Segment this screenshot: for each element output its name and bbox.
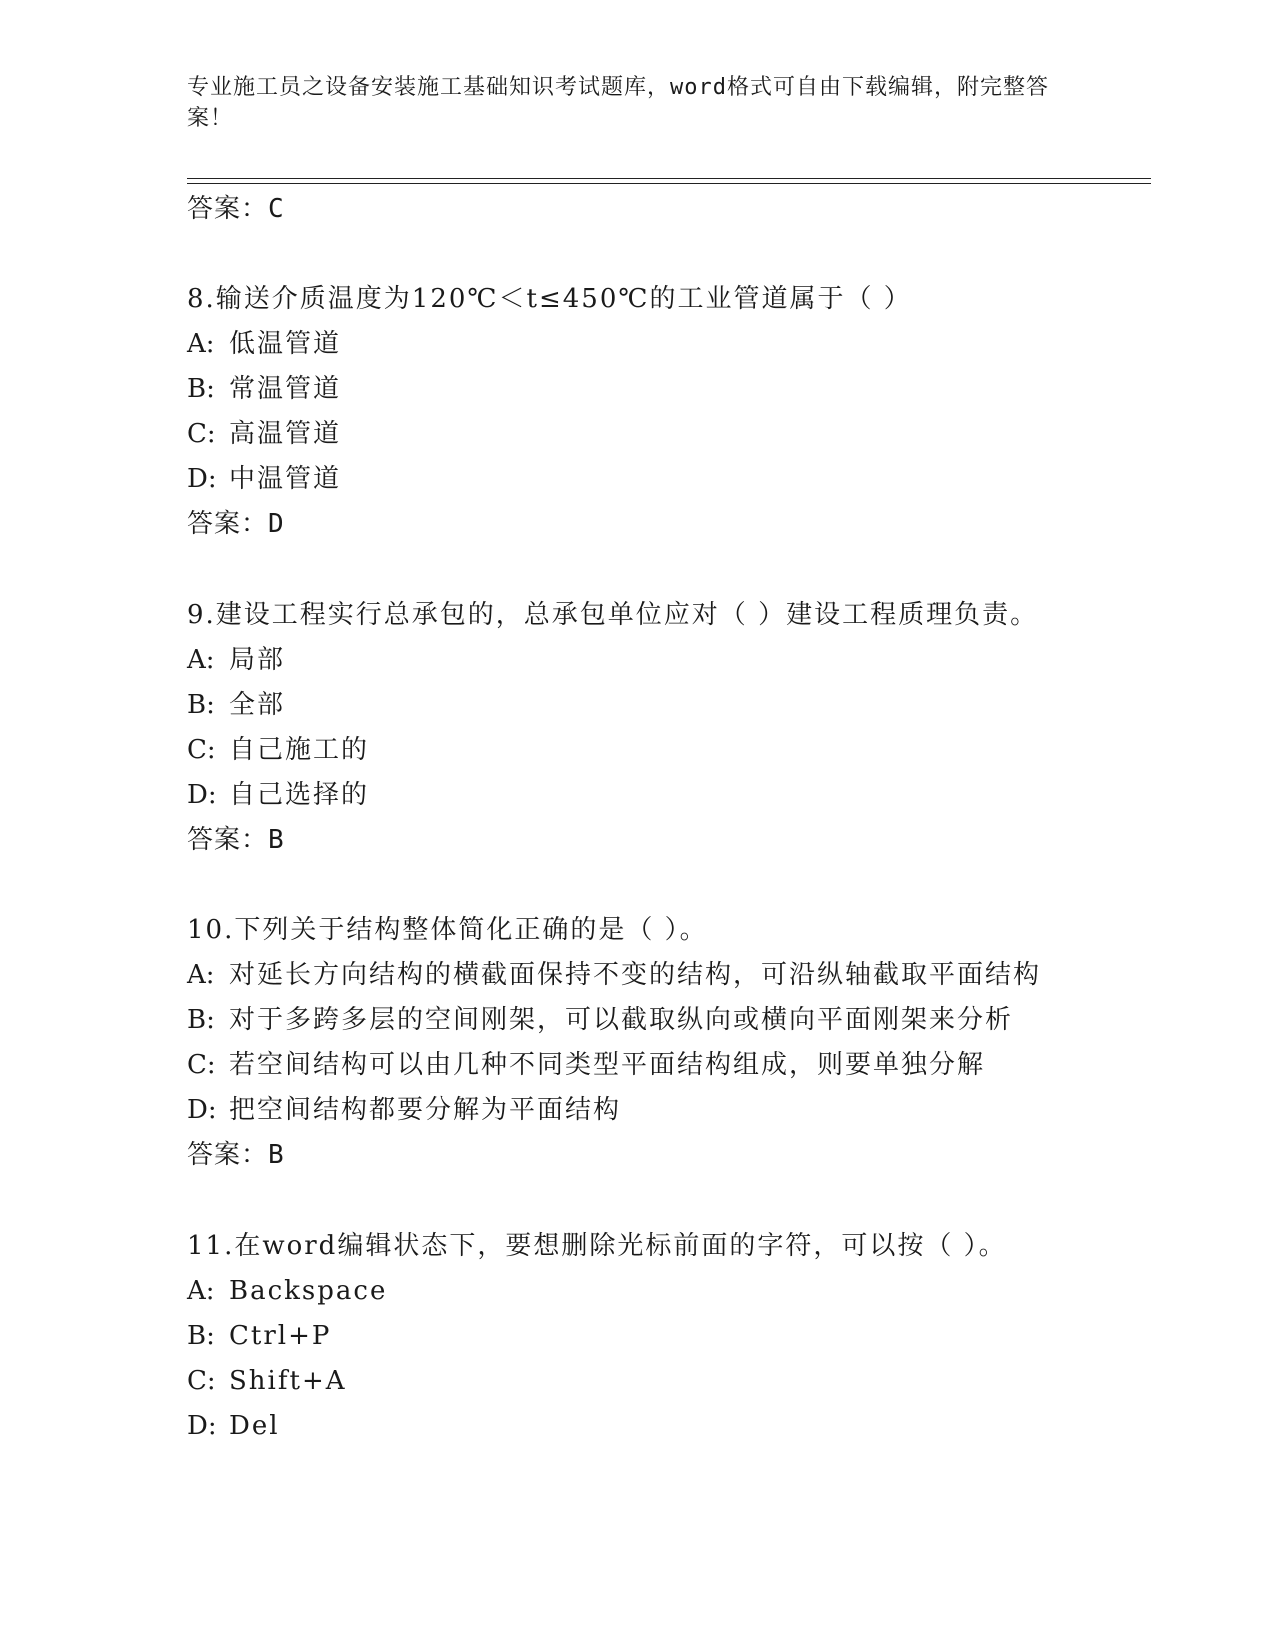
option-letter: B: [187, 690, 215, 720]
question-9-answer: 答案：B [187, 825, 285, 855]
question-11-option-a [187, 1275, 387, 1307]
option-text: 全部 [229, 690, 286, 720]
option-text: 对于多跨多层的空间刚架，可以截取纵向或横向平面刚架来分析 [229, 1005, 1014, 1035]
option-text: 高温管道 [229, 419, 342, 449]
option-text: 中温管道 [229, 464, 342, 494]
option-letter: D: [187, 1411, 217, 1441]
option-letter: C: [187, 419, 216, 449]
option-letter: A: [187, 645, 215, 675]
option-letter: A: [187, 329, 215, 359]
header-rule-bottom [187, 183, 1151, 184]
option-letter: B: [187, 1005, 215, 1035]
option-letter: B: [187, 1321, 215, 1351]
question-9-option-c [187, 734, 369, 766]
option-text: 局部 [229, 645, 286, 675]
question-10-option-a [187, 959, 1041, 991]
option-letter: A: [187, 1276, 215, 1306]
option-letter: B: [187, 374, 215, 404]
question-11-option-c [187, 1365, 347, 1397]
option-letter: D: [187, 780, 217, 810]
option-text: Ctrl+P [229, 1321, 332, 1351]
question-9-option-d [187, 779, 369, 811]
question-9-option-a [187, 644, 285, 676]
question-11-option-b [187, 1320, 331, 1352]
question-8-answer: 答案：D [187, 509, 285, 539]
option-letter: C: [187, 735, 216, 765]
option-text: Backspace [229, 1276, 388, 1306]
option-letter: C: [187, 1366, 216, 1396]
option-letter: D: [187, 464, 217, 494]
question-9-option-b [187, 689, 285, 721]
option-text: Del [229, 1411, 280, 1441]
question-8-option-d [187, 463, 341, 495]
option-text: 自己施工的 [229, 735, 370, 765]
question-8-option-b [187, 373, 341, 405]
question-10-option-b [187, 1004, 1013, 1036]
option-text: 常温管道 [229, 374, 342, 404]
option-letter: C: [187, 1050, 216, 1080]
question-11-option-d [187, 1410, 280, 1442]
question-8-stem: 8.输送介质温度为120℃＜t≤450℃的工业管道属于（ ） [187, 284, 912, 314]
question-8-option-c [187, 418, 341, 450]
answer-previous-question: 答案：C [187, 194, 285, 224]
option-letter: A: [187, 960, 215, 990]
header-rule-top [187, 178, 1151, 179]
option-text: 低温管道 [229, 329, 342, 359]
question-11-stem: 11.在word编辑状态下，要想删除光标前面的字符，可以按（ ）。 [187, 1231, 1007, 1261]
option-text: Shift+A [229, 1366, 347, 1396]
question-9-stem: 9.建设工程实行总承包的，总承包单位应对（ ）建设工程质理负责。 [187, 600, 1039, 630]
option-text: 若空间结构可以由几种不同类型平面结构组成，则要单独分解 [229, 1050, 986, 1080]
question-10-option-c [187, 1049, 985, 1081]
question-10-stem: 10.下列关于结构整体简化正确的是（ ）。 [187, 915, 708, 945]
document-header: 专业施工员之设备安装施工基础知识考试题库，word格式可自由下载编辑，附完整答案！ [187, 75, 1049, 131]
option-letter: D: [187, 1095, 217, 1125]
question-10-option-d [187, 1094, 621, 1126]
option-text: 自己选择的 [229, 780, 370, 810]
question-8-option-a [187, 328, 341, 360]
option-text: 对延长方向结构的横截面保持不变的结构，可沿纵轴截取平面结构 [229, 960, 1042, 990]
question-10-answer: 答案：B [187, 1140, 285, 1170]
option-text: 把空间结构都要分解为平面结构 [229, 1095, 622, 1125]
